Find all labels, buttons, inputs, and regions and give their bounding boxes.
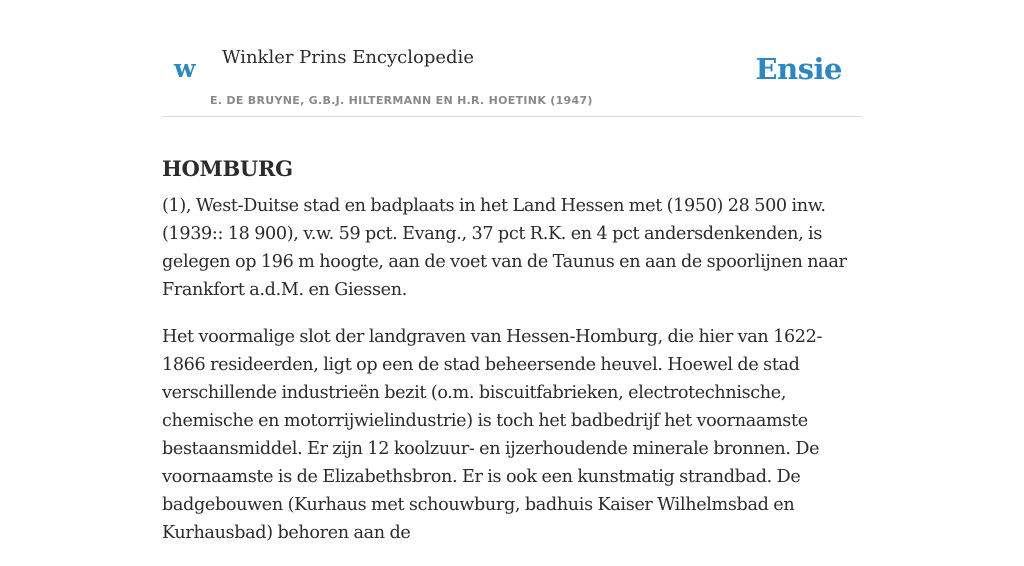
article-headword: HOMBURG: [162, 156, 293, 182]
article-paragraph: (1), West-Duitse stad en badplaats in het Land Hessen met (1950) 28 500 inw. (1939:: 18 900), v.w. 59 pct. Evang., 37 pct R.K. en 4 pct andersdenkenden, is gelegen op 196 m hoogte, aan de voet van de Taunus en aan de spoorlijnen naar Frankfort a.d.M. en Giessen.: [162, 196, 847, 300]
article-paragraph: Het voormalige slot der landgraven van Hessen-Homburg, die hier van 1622-1866 resideerden, ligt op een de stad beheersende heuvel. Hoewel de stad verschillende industrieën bezit (o.m. biscuitfabrieken, electrotechnische, chemische en motorrijwielindustrie) is toch het badbedrijf het voornaamste bestaansmiddel. Er zijn 12 koolzuur- en ijzerhoudende minerale bronnen. De voornaamste is de Elizabethsbron. Er is ook een kunstmatig strandbad. De badgebouwen (Kurhaus met schouwburg, badhuis Kaiser Wilhelmsbad en Kurhausbad) behoren aan de: [162, 327, 823, 543]
publication-logo[interactable]: w: [174, 54, 196, 83]
publication-title[interactable]: Winkler Prins Encyclopedie: [222, 47, 474, 68]
publication-authors: E. DE BRUYNE, G.B.J. HILTERMANN EN H.R. HOETINK (1947): [210, 94, 593, 107]
article-body: [162, 192, 862, 566]
article-page: [162, 0, 862, 543]
brand-logo[interactable]: Ensie: [755, 52, 842, 86]
page-header: [162, 0, 862, 117]
